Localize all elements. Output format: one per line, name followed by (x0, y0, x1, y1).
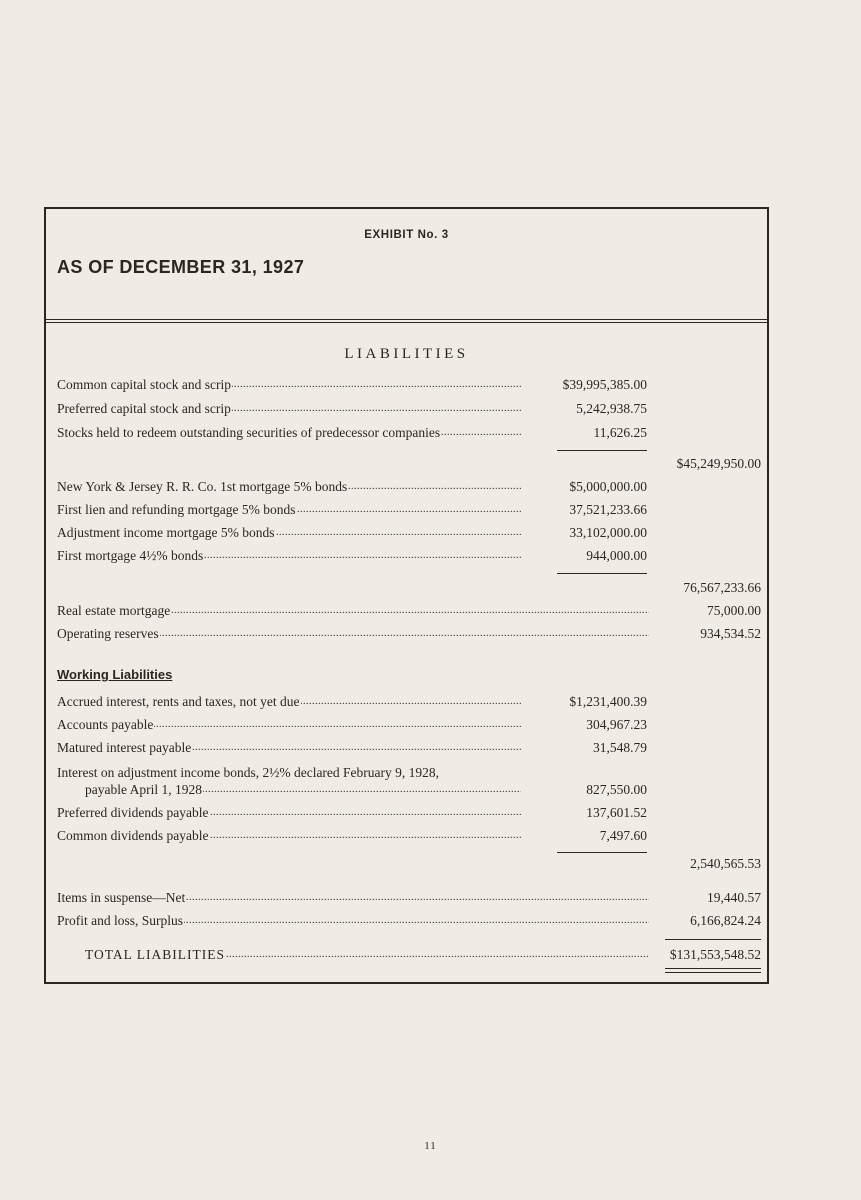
line-amount: 304,967.23 (586, 717, 647, 732)
total-line (85, 946, 649, 964)
line-amount: $5,000,000.00 (569, 479, 647, 494)
line-amount: 33,102,000.00 (569, 525, 647, 540)
bonds-subtotal: 76,567,233.66 (683, 580, 761, 595)
line-amount: 19,440.57 (707, 890, 761, 905)
line-amount: 944,000.00 (586, 548, 647, 563)
line-item (57, 912, 649, 930)
line-item (57, 400, 521, 418)
total-double-rule (665, 968, 761, 973)
exhibit-number: EXHIBIT No. 3 (364, 229, 449, 241)
line-item (57, 424, 521, 442)
line-label: First mortgage 4½% bonds (57, 548, 204, 563)
line-label: Profit and loss, Surplus (57, 913, 184, 928)
as-of-date: AS OF DECEMBER 31, 1927 (57, 257, 305, 277)
line-item (57, 889, 649, 907)
header-box (46, 209, 767, 323)
total-amount: $131,553,548.52 (669, 947, 761, 962)
capital-subtotal: $45,249,950.00 (676, 456, 761, 471)
line-label: Operating reserves (57, 626, 159, 641)
line-amount: 5,242,938.75 (576, 401, 647, 416)
line-amount: 31,548.79 (593, 740, 647, 755)
line-label: Matured interest payable (57, 740, 192, 755)
total-rule (665, 939, 761, 940)
line-item (57, 524, 521, 542)
line-item (57, 547, 521, 565)
line-item (57, 376, 521, 394)
line-label: Real estate mortgage (57, 603, 171, 618)
line-label: Stocks held to redeem outstanding securities of predecessor companies (57, 425, 441, 440)
line-label: First lien and refunding mortgage 5% bonds (57, 502, 296, 517)
line-item (85, 781, 521, 799)
line-amount: $1,231,400.39 (569, 694, 647, 709)
line-amount: 827,550.00 (586, 782, 647, 797)
line-item (57, 693, 521, 711)
line-amount: 934,534.52 (700, 626, 761, 641)
line-label: Accrued interest, rents and taxes, not yet due (57, 694, 300, 709)
line-amount: 7,497.60 (599, 828, 647, 843)
line-item (57, 501, 521, 519)
line-item (57, 602, 649, 620)
line-label: Accounts payable (57, 717, 154, 732)
line-label: Preferred dividends payable (57, 805, 209, 820)
line-item (57, 804, 521, 822)
line-amount: $39,995,385.00 (562, 377, 647, 392)
line-amount: 75,000.00 (707, 603, 761, 618)
interest-line-2: payable April 1, 1928 (85, 782, 202, 797)
line-amount: 137,601.52 (586, 805, 647, 820)
line-amount: 11,626.25 (593, 425, 647, 440)
line-label: Items in suspense—Net (57, 890, 186, 905)
page-number: 11 (424, 1140, 437, 1152)
subtotal-rule (557, 852, 647, 853)
line-item (57, 716, 521, 734)
line-label: Adjustment income mortgage 5% bonds (57, 525, 275, 540)
line-amount: 37,521,233.66 (569, 502, 647, 517)
line-label: New York & Jersey R. R. Co. 1st mortgage 5% bonds (57, 479, 348, 494)
line-label: Preferred capital stock and scrip (57, 401, 231, 416)
working-liabilities-heading: Working Liabilities (57, 667, 173, 682)
line-item (57, 478, 521, 496)
subtotal-rule (557, 573, 647, 574)
line-item (57, 739, 521, 757)
line-label: Common capital stock and scrip (57, 377, 231, 392)
total-label: TOTAL LIABILITIES (85, 947, 226, 962)
line-label: Common dividends payable (57, 828, 209, 843)
line-item (57, 625, 649, 643)
line-item (57, 827, 521, 845)
interest-line-1: Interest on adjustment income bonds, 2½% declared February 9, 1928, (57, 765, 440, 780)
subtotal-rule (557, 450, 647, 451)
exhibit-frame (44, 207, 769, 984)
liabilities-heading: LIABILITIES (344, 346, 469, 362)
line-amount: 6,166,824.24 (690, 913, 761, 928)
working-subtotal: 2,540,565.53 (690, 856, 761, 871)
